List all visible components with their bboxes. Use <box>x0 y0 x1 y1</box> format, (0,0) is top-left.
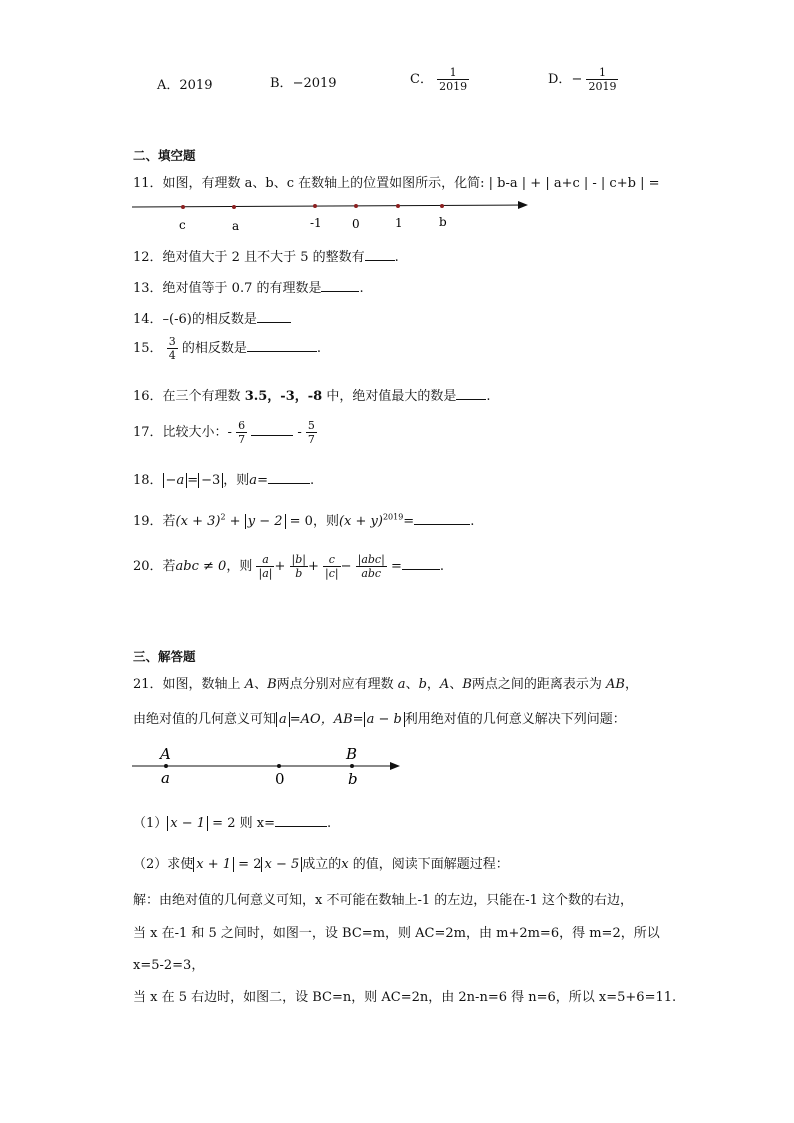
section-title-fill-in: 二、填空题 <box>133 148 196 163</box>
label-0: 0 <box>352 217 360 231</box>
question-21-part1: （1） x − 1 = 2 则 x= . <box>133 816 332 831</box>
solution-line-3: x=5-2=3， <box>133 958 205 973</box>
choice-c: C． $\frac{1}{2019}$ <box>410 66 468 93</box>
question-14: 14．–(-6)的相反数是 <box>133 308 291 327</box>
fraction: $\frac{1}{2019}$ <box>439 66 468 93</box>
label-1: 1 <box>395 216 403 230</box>
label-A: A <box>160 745 171 763</box>
solution-line-2: 当 x 在-1 和 5 之间时，如图一，设 BC=m，则 AC=2m，由 m+2m=6，得 m=2，所以 <box>133 926 660 941</box>
question-16: 16．在三个有理数 3.5，-3，-8 中，绝对值最大的数是 . <box>133 389 491 404</box>
label-c: c <box>179 218 186 232</box>
question-12: 12．绝对值大于 2 且不大于 5 的整数有 . <box>133 250 399 265</box>
solution-line-1: 解：由绝对值的几何意义可知，x 不可能在数轴上-1 的左边，只能在-1 这个数的右边， <box>133 893 634 908</box>
fraction: $\frac{1}{2019}$ <box>588 66 617 93</box>
question-21-part2: （2）求使 x + 1 = 2 x − 5 成立的x 的值，阅读下面解题过程： <box>133 857 509 872</box>
section-title-answer: 三、解答题 <box>133 649 196 664</box>
label-neg1: -1 <box>310 216 322 230</box>
label-zero: 0 <box>275 770 285 788</box>
solution-line-4: 当 x 在 5 右边时，如图二，设 BC=n，则 AC=2n，由 2n-n=6 得 n=6，所以 x=5+6=11. <box>133 990 677 1005</box>
label-b: b <box>348 770 358 788</box>
choice-a: A．2019 <box>157 78 213 93</box>
question-21-line2: 由绝对值的几何意义可知 a =AO，AB= a − b 利用绝对值的几何意义解决下列问题： <box>133 712 626 727</box>
question-17: 17．比较大小：- $\frac{6}{7}$ - $\frac{5}{7}$ <box>133 419 315 446</box>
label-b: b <box>439 215 447 229</box>
number-line-q21 <box>130 742 420 792</box>
label-a: a <box>232 219 240 233</box>
question-20: 20．若abc ≠ 0，则 $\frac{a}{|a|}$ + $\frac{|b|}{b}$ + $\frac{c}{|c|}$ − $\frac{\text{|abc|}}{\text{abc}}$ = . <box>133 553 444 580</box>
choice-d: D．− $\frac{1}{2019}$ <box>548 66 617 93</box>
choice-b: B．−2019 <box>270 76 337 91</box>
question-18: 18． −a = −3 ，则a= . <box>133 473 315 488</box>
question-15: 15． $\frac{3}{4}$ 的相反数是 . <box>133 335 321 362</box>
question-11: 11．如图，有理数 a、b、c 在数轴上的位置如图所示，化简: | b-a | + | a+c | - | c+b | = <box>133 176 660 191</box>
question-13: 13．绝对值等于 0.7 的有理数是 . <box>133 281 364 296</box>
label-B: B <box>346 745 358 763</box>
number-line-q11 <box>130 195 550 235</box>
label-a: a <box>161 769 170 787</box>
question-19: 19．若$(x + 3)^2 + y - 2 = 0$，则$(x + y)^{2019}=$ . <box>133 512 475 529</box>
question-21-line1: 21．如图，数轴上 A、B两点分别对应有理数 a、b，A、B两点之间的距离表示为 AB， <box>133 677 638 692</box>
